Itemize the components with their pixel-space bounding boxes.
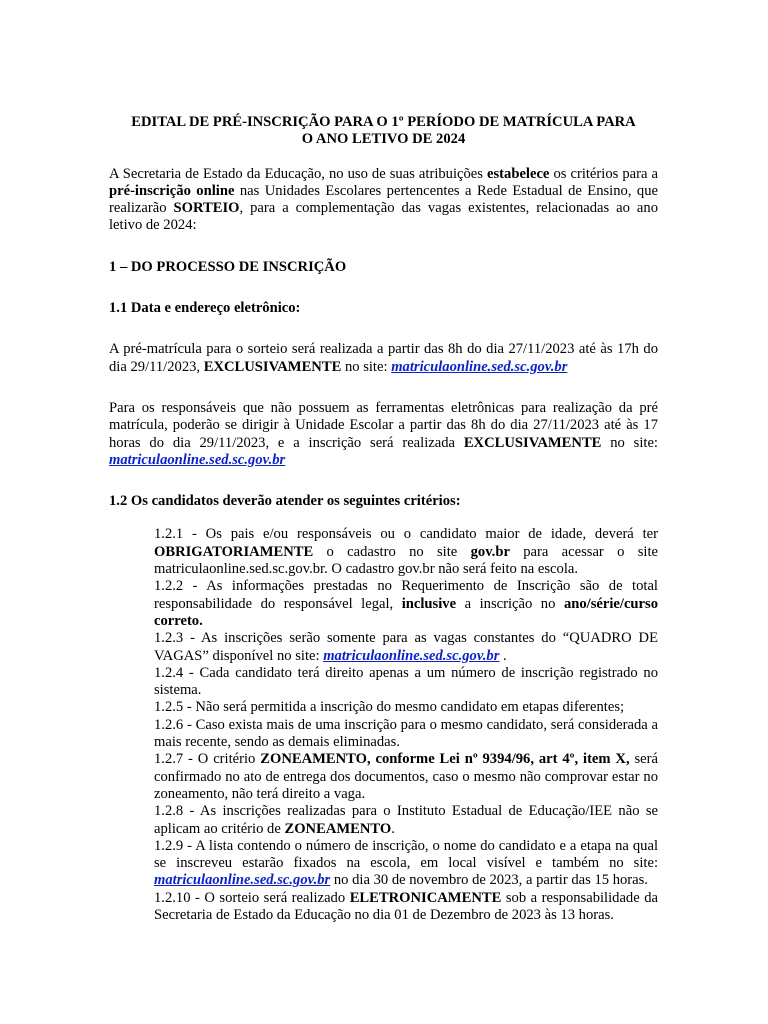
- matriculaonline-link[interactable]: matriculaonline.sed.sc.gov.br: [391, 358, 568, 375]
- item-text: 1.2.7 - O critério: [154, 751, 261, 768]
- item-text: será confirmado no ato de entrega dos documentos, caso o mesmo não comprovar estar no zoneamento, não terá direito a vaga.: [154, 751, 658, 802]
- item-text: no dia 30 de novembro de 2023, a partir das 15 horas.: [330, 872, 648, 889]
- item-bold: ZONEAMENTO, conforme Lei nº 9394/96, art 4º, item X,: [260, 751, 630, 768]
- document-title: [109, 114, 658, 149]
- item-bold: ano/série/curso correto.: [154, 595, 658, 629]
- para-a-text-1: A pré-matrícula para o sorteio será realizada a partir das 8h do dia 27/11/2023 até às 17h do dia 29/11/2023,: [109, 341, 658, 375]
- intro-bold-3: SORTEIO: [173, 200, 240, 217]
- list-item: [154, 751, 658, 803]
- list-item: [154, 630, 658, 665]
- intro-text-3: nas Unidades Escolares pertencentes a Rede Estadual de Ensino, que realizarão: [109, 182, 658, 217]
- para-a-text-2: no site:: [341, 358, 392, 375]
- item-text: .: [391, 820, 395, 837]
- matriculaonline-link[interactable]: matriculaonline.sed.sc.gov.br: [109, 451, 286, 468]
- item-bold: ZONEAMENTO: [284, 820, 392, 837]
- item-text: 1.2.8 - As inscrições realizadas para o Instituto Estadual de Educação/IEE não se aplicam ao critério de: [154, 803, 658, 837]
- item-bold: gov.br: [470, 543, 510, 560]
- intro-paragraph: [109, 166, 658, 235]
- intro-bold-1: estabelece: [487, 165, 550, 182]
- list-item: 1.2.4 - Cada candidato terá direito apenas a um número de inscrição registrado no sistema.: [154, 664, 658, 699]
- document-body: [109, 114, 658, 924]
- item-text: o cadastro no site: [313, 543, 471, 560]
- item-bold: ELETRONICAMENTE: [349, 889, 502, 906]
- title-line-2: O ANO LETIVO DE 2024: [301, 131, 466, 148]
- subsection-1-2-heading: 1.2 Os candidatos deverão atender os seguintes critérios:: [109, 493, 461, 510]
- list-item: [154, 803, 658, 838]
- criteria-list: [154, 526, 658, 924]
- list-item: [154, 838, 658, 890]
- item-text: para acessar o site matriculaonline.sed.sc.gov.br. O cadastro gov.br não será feito na escola.: [154, 543, 658, 578]
- item-text: sob a responsabilidade da Secretaria de Estado da Educação no dia 01 de Dezembro de 2023 às 13 horas.: [154, 889, 658, 923]
- item-text: .: [499, 647, 507, 664]
- intro-text-4: , para a complementação das vagas existentes, relacionadas ao ano letivo de 2024:: [109, 200, 658, 234]
- item-bold: inclusive: [401, 595, 457, 612]
- item-text: 1.2.9 - A lista contendo o número de inscrição, o nome do candidato e a etapa na qual se inscreveu estarão fixados na escola, em local visível e também no site:: [154, 837, 658, 872]
- list-item: [154, 526, 658, 578]
- item-text: 1.2.3 - As inscrições serão somente para as vagas constantes do “QUADRO DE VAGAS” disponível no site:: [154, 630, 658, 664]
- para-b-text-2: no site:: [601, 434, 658, 451]
- para-a-bold: EXCLUSIVAMENTE: [203, 358, 342, 375]
- matriculaonline-link[interactable]: matriculaonline.sed.sc.gov.br: [323, 647, 500, 664]
- subsection-1-1-heading: 1.1 Data e endereço eletrônico:: [109, 300, 301, 317]
- list-item: [154, 578, 658, 630]
- title-line-1: EDITAL DE PRÉ-INSCRIÇÃO PARA O 1º PERÍODO DE MATRÍCULA PARA: [131, 114, 636, 130]
- item-bold: OBRIGATORIAMENTE: [154, 543, 314, 560]
- section-1-heading: 1 – DO PROCESSO DE INSCRIÇÃO: [109, 258, 347, 275]
- list-item: 1.2.6 - Caso exista mais de uma inscrição para o mesmo candidato, será considerada a mais recente, sendo as demais eliminadas.: [154, 716, 658, 751]
- matriculaonline-link[interactable]: matriculaonline.sed.sc.gov.br: [154, 872, 331, 889]
- item-text: 1.2.1 - Os pais e/ou responsáveis ou o candidato maior de idade, deverá ter: [154, 526, 658, 543]
- paragraph-responsaveis: [109, 400, 658, 469]
- paragraph-pre-matricula: [109, 341, 658, 376]
- intro-text-1: A Secretaria de Estado da Educação, no uso de suas atribuições: [109, 165, 488, 182]
- para-b-text-1: Para os responsáveis que não possuem as ferramentas eletrônicas para realização da pré matrícula, poderão se dirigir à Unidade Escolar a partir das 8h do dia 27/11/2023 até às 17 horas do dia 29/11/2023, e a inscrição será realizada: [109, 399, 658, 451]
- item-text: 1.2.10 - O sorteio será realizado: [154, 889, 350, 906]
- list-item: 1.2.5 - Não será permitida a inscrição do mesmo candidato em etapas diferentes;: [154, 699, 625, 716]
- intro-bold-2: pré-inscrição online: [109, 182, 235, 199]
- item-text: a inscrição no: [456, 595, 564, 612]
- intro-text-2: os critérios para a: [549, 165, 658, 182]
- list-item: [154, 890, 658, 925]
- para-b-bold: EXCLUSIVAMENTE: [463, 434, 602, 451]
- item-text: 1.2.2 - As informações prestadas no Requerimento de Inscrição são de total responsabilidade do responsável legal,: [154, 578, 658, 612]
